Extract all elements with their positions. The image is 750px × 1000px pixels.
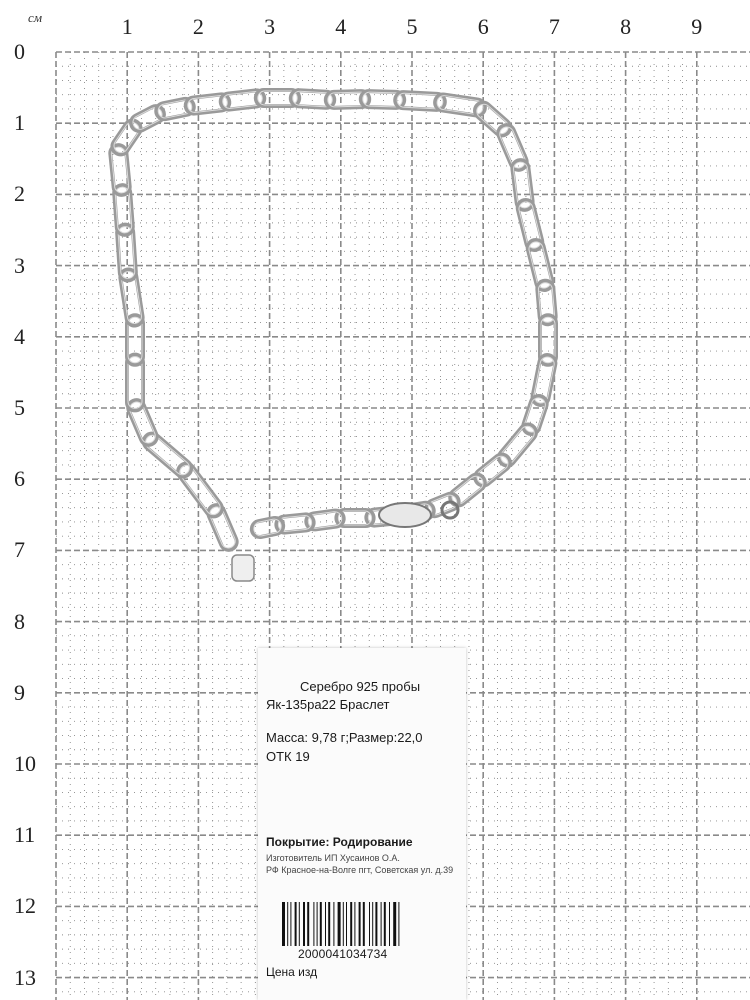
column-label: 4 bbox=[335, 14, 347, 39]
column-label: 5 bbox=[406, 14, 418, 39]
column-label: 3 bbox=[264, 14, 276, 39]
barcode-bar bbox=[295, 902, 297, 946]
chain-link bbox=[109, 118, 143, 158]
row-label: 12 bbox=[14, 893, 36, 919]
price-tag bbox=[258, 648, 466, 1000]
barcode-bar bbox=[363, 902, 365, 946]
column-label: 9 bbox=[691, 14, 703, 39]
chain-link-highlight bbox=[177, 463, 223, 518]
barcode-bar bbox=[381, 902, 382, 946]
barcode-bar bbox=[282, 902, 285, 946]
barcode-bar bbox=[398, 902, 399, 946]
tag-article: Як-135ра22 Браслет bbox=[266, 697, 390, 712]
barcode-bar bbox=[338, 902, 341, 946]
barcode-bar bbox=[375, 902, 377, 946]
barcode-bar bbox=[320, 902, 322, 946]
barcode-bar bbox=[290, 902, 291, 946]
tag-charm bbox=[232, 555, 254, 581]
chain-link bbox=[141, 430, 195, 479]
row-label: 13 bbox=[14, 964, 36, 990]
row-label: 1 bbox=[14, 110, 25, 136]
barcode-bar bbox=[325, 902, 326, 946]
barcode-bar bbox=[369, 902, 370, 946]
chain-link bbox=[175, 460, 225, 519]
barcode-bar bbox=[346, 902, 347, 946]
tag-price-label: Цена изд bbox=[266, 965, 318, 979]
tag-address: РФ Красное-на-Волге пгт, Советская ул. д.39 bbox=[266, 865, 454, 875]
barcode-bar bbox=[393, 902, 396, 946]
row-label: 2 bbox=[14, 181, 25, 207]
chain-link bbox=[472, 451, 513, 488]
tag-mass-size: Масса: 9,78 г;Размер:22,0 bbox=[266, 730, 423, 745]
barcode-bar bbox=[350, 902, 352, 946]
row-label: 7 bbox=[14, 537, 25, 563]
chain-link-highlight bbox=[143, 432, 192, 477]
barcode-bar bbox=[333, 902, 334, 946]
barcode-bar bbox=[328, 902, 330, 946]
column-label: 2 bbox=[192, 14, 204, 39]
column-label: 7 bbox=[548, 14, 560, 39]
barcode-bar bbox=[303, 902, 305, 946]
column-label: 8 bbox=[620, 14, 632, 39]
column-label: 6 bbox=[477, 14, 489, 39]
tag-metal: Серебро 925 пробы bbox=[300, 679, 421, 694]
barcode-number: 2000041034734 bbox=[298, 947, 388, 961]
chain-link bbox=[472, 99, 514, 138]
barcode-bar bbox=[359, 902, 361, 946]
lobster-clasp bbox=[379, 503, 431, 527]
barcode-bar bbox=[307, 902, 309, 946]
barcode-bar bbox=[317, 902, 318, 946]
unit-label: см bbox=[28, 10, 43, 25]
barcode-bar bbox=[299, 902, 300, 946]
tag-otk: ОТК 19 bbox=[266, 749, 310, 764]
barcode-bar bbox=[389, 902, 390, 946]
barcode-bar bbox=[313, 902, 314, 946]
row-label: 0 bbox=[14, 39, 25, 64]
barcode-bar bbox=[287, 902, 288, 946]
row-label: 3 bbox=[14, 252, 25, 278]
row-label: 5 bbox=[14, 395, 25, 420]
row-label: 11 bbox=[14, 822, 36, 848]
row-label: 9 bbox=[14, 679, 25, 705]
tag-coating: Покрытие: Родирование bbox=[266, 835, 413, 849]
tag-maker: Изготовитель ИП Хусаинов О.А. bbox=[266, 853, 400, 863]
barcode-bar bbox=[384, 902, 386, 946]
row-label: 8 bbox=[14, 608, 25, 634]
row-label: 10 bbox=[14, 751, 36, 776]
barcode-bar bbox=[343, 902, 344, 946]
column-label: 1 bbox=[121, 14, 133, 39]
barcode-bar bbox=[354, 902, 355, 946]
row-label: 4 bbox=[14, 323, 25, 349]
barcode-bar bbox=[372, 902, 373, 946]
row-label: 6 bbox=[14, 466, 25, 492]
barcode bbox=[278, 902, 450, 946]
